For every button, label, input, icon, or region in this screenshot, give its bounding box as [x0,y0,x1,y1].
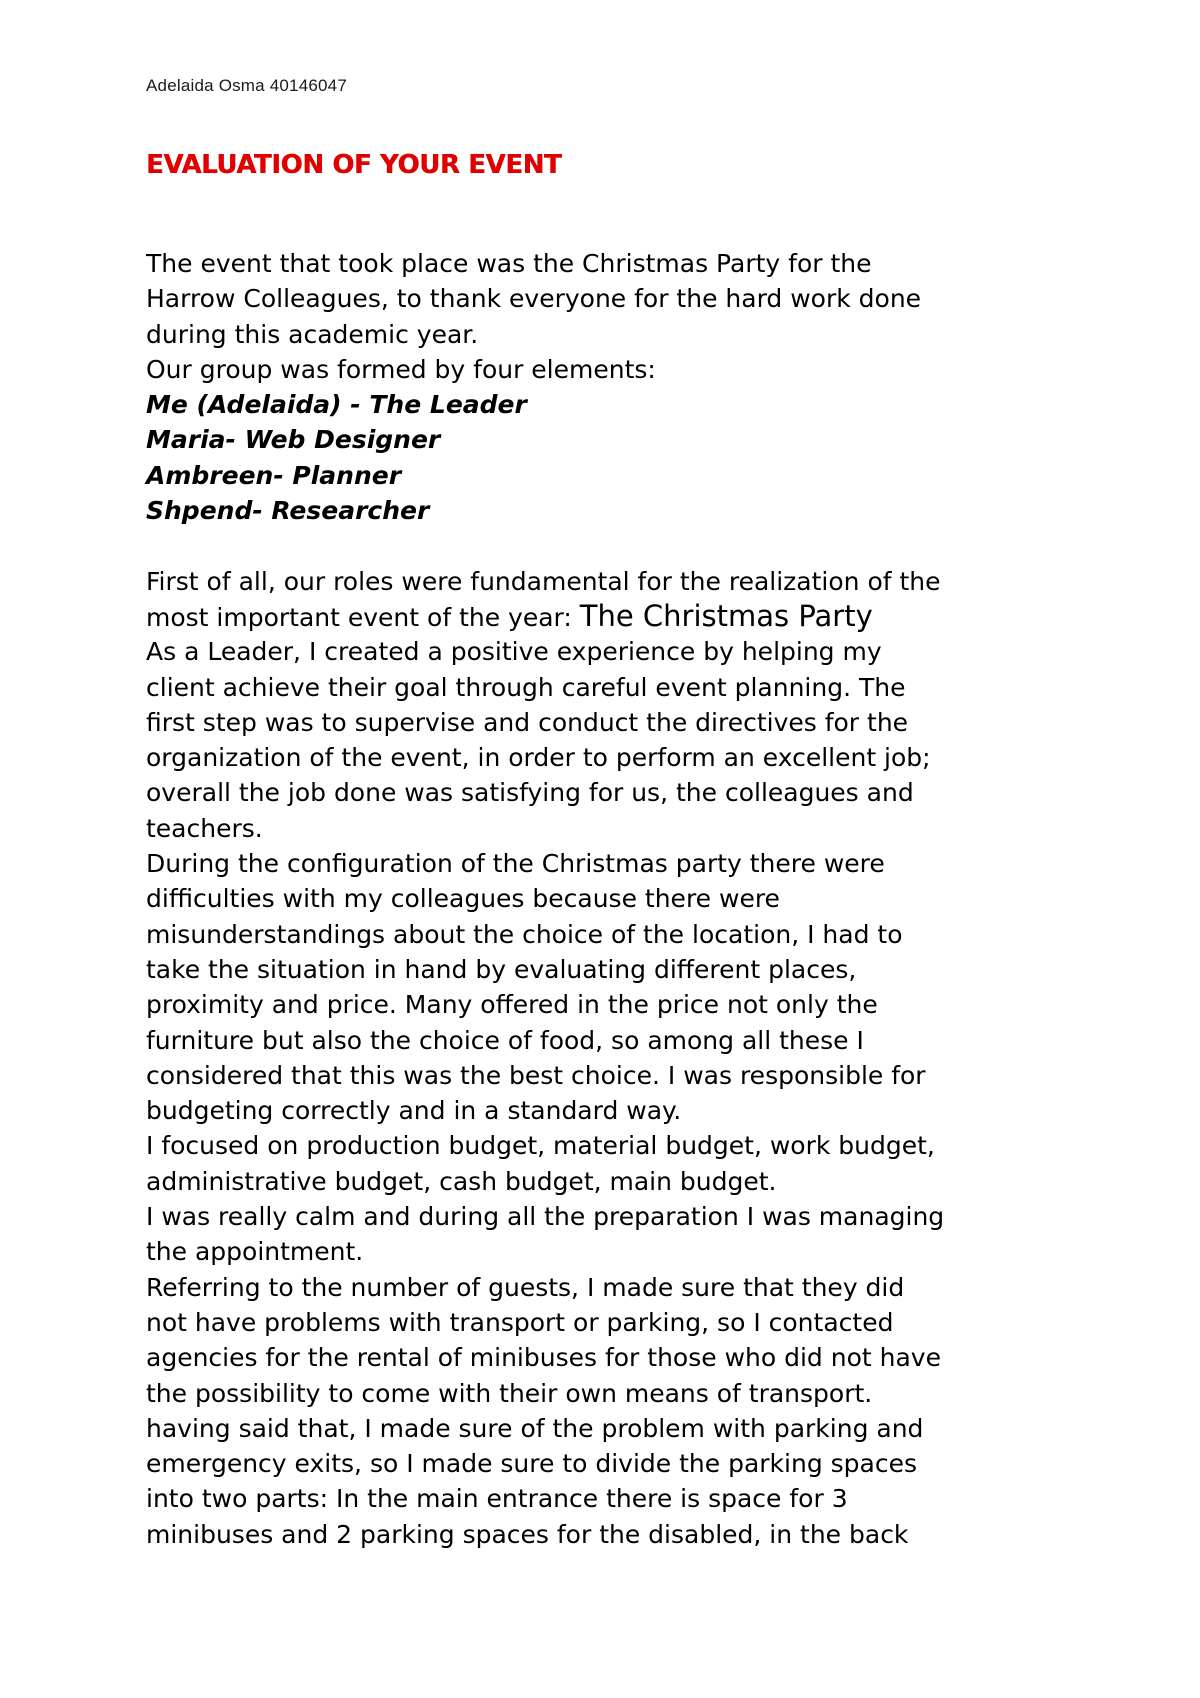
intro-line: Harrow Colleagues, to thank everyone for the hard work done [146,284,922,314]
paragraph-line: Referring to the number of guests, I made sure that they did [146,1272,905,1302]
document-body [146,246,1106,1552]
paragraph-line: I focused on production budget, material budget, work budget, [146,1131,935,1161]
paragraph-line: into two parts: In the main entrance there is space for 3 [146,1484,848,1514]
paragraph-line: overall the job done was satisfying for us, the colleagues and [146,778,914,808]
paragraph-line: First of all, our roles were fundamental for the realization of the [146,566,941,596]
paragraph-line: misunderstandings about the choice of the location, I had to [146,919,903,949]
document-title: EVALUATION OF YOUR EVENT [146,150,562,180]
paragraph-line: organization of the event, in order to perform an excellent job; [146,743,931,773]
intro-line: Our group was formed by four elements: [146,354,656,384]
paragraph-line: budgeting correctly and in a standard way. [146,1096,682,1126]
paragraph-line: As a Leader, I created a positive experience by helping my [146,637,882,667]
paragraph-line: the possibility to come with their own means of transport. [146,1378,873,1408]
paragraph-line: minibuses and 2 parking spaces for the disabled, in the back [146,1519,909,1549]
paragraph-line: client achieve their goal through careful event planning. The [146,672,906,702]
role-researcher: Shpend- Researcher [146,496,430,526]
paragraph-line [146,599,1106,634]
paragraph-line: agencies for the rental of minibuses for those who did not have [146,1343,941,1373]
role-leader: Me (Adelaida) - The Leader [146,390,527,420]
paragraph-line: considered that this was the best choice. I was responsible for [146,1060,926,1090]
paragraph-line: furniture but also the choice of food, so among all these I [146,1025,864,1055]
paragraph-line: take the situation in hand by evaluating different places, [146,954,857,984]
paragraph-line: the appointment. [146,1237,364,1267]
intro-line: The event that took place was the Christmas Party for the [146,249,872,278]
page-header: Adelaida Osma 40146047 [146,76,347,95]
blank-line [146,528,1106,563]
paragraph-line: teachers. [146,813,263,843]
paragraph-line: I was really calm and during all the preparation I was managing [146,1202,945,1232]
paragraph-line: having said that, I made sure of the problem with parking and [146,1413,924,1443]
paragraph-line: difficulties with my colleagues because there were [146,884,780,914]
paragraph-line: not have problems with transport or parking, so I contacted [146,1307,894,1337]
body-paragraphs [146,634,1106,1552]
role-web-designer: Maria- Web Designer [146,425,441,455]
intro-line: during this academic year. [146,319,479,349]
paragraph-line: first step was to supervise and conduct the directives for the [146,707,909,737]
role-planner: Ambreen- Planner [146,460,402,490]
paragraph-line: During the configuration of the Christmas party there were [146,849,885,879]
event-name-emphasis: The Christmas Party [579,598,873,633]
paragraph-line: emergency exits, so I made sure to divide the parking spaces [146,1449,918,1479]
paragraph-text: most important event of the year: [146,602,580,632]
paragraph-line: proximity and price. Many offered in the price not only the [146,990,878,1020]
paragraph-line: administrative budget, cash budget, main budget. [146,1166,777,1196]
